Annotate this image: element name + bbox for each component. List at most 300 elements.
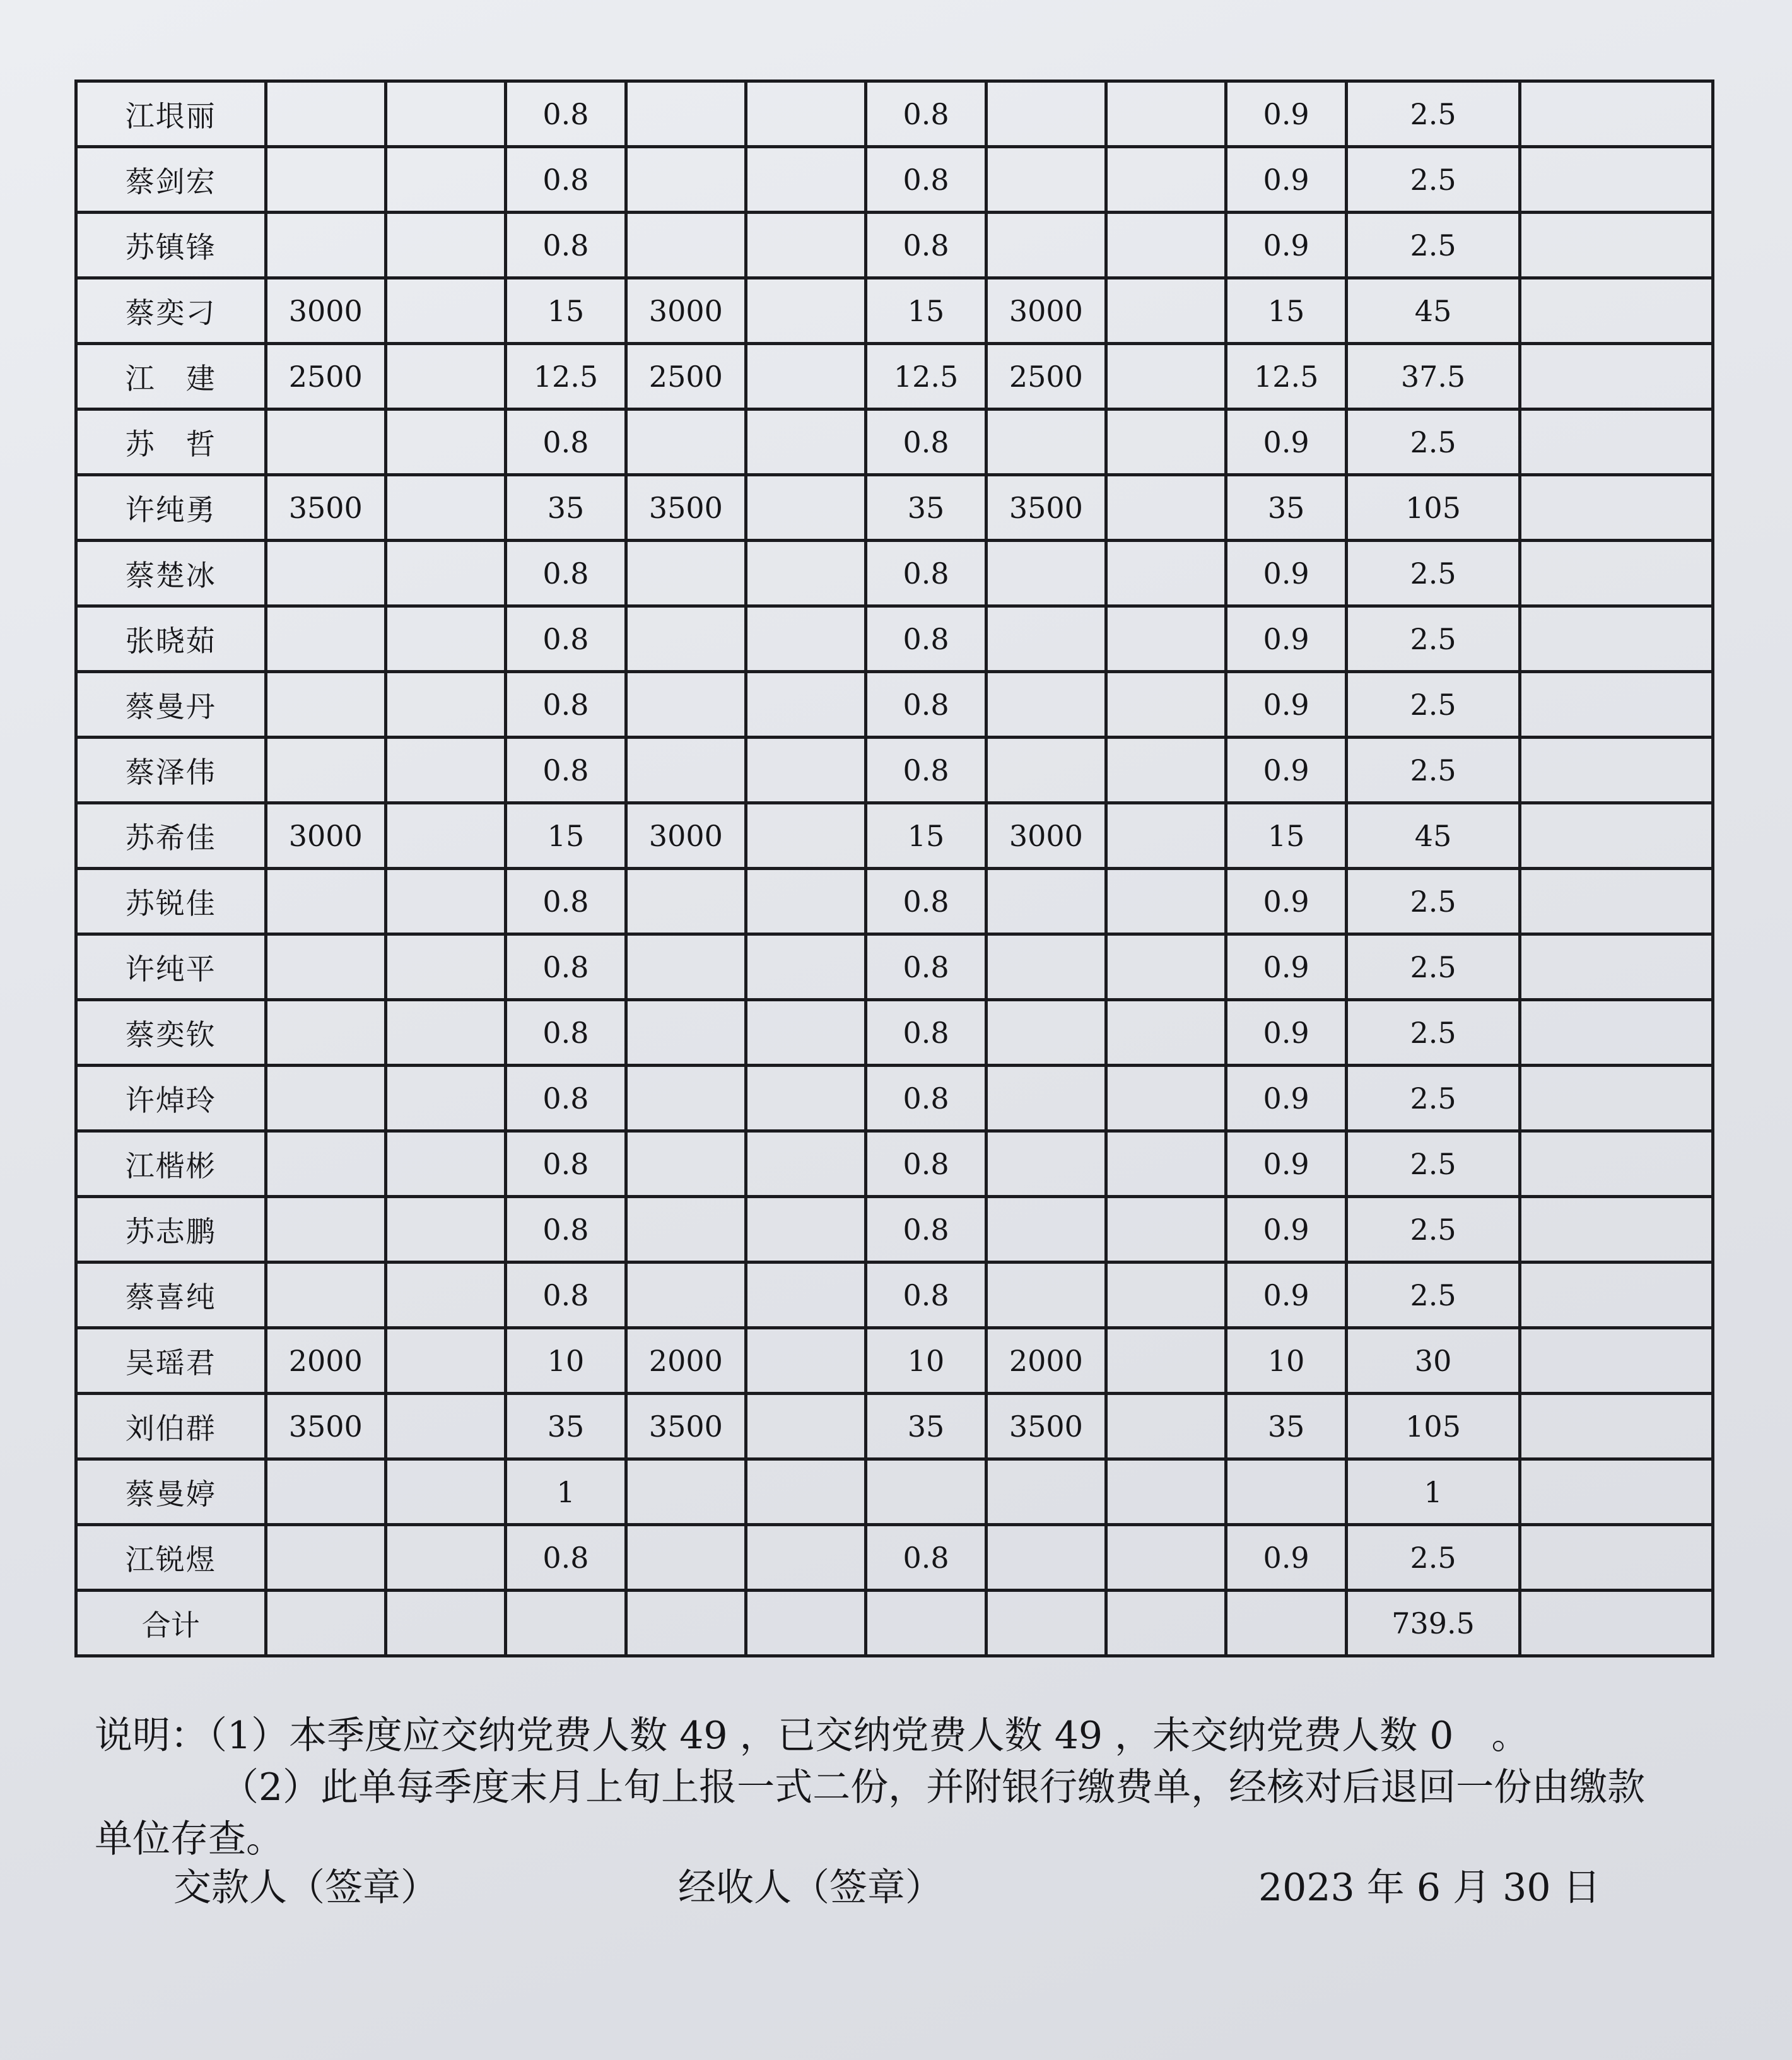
empty-cell (986, 1591, 1106, 1656)
fee-cell: 0.9 (1226, 934, 1346, 1000)
fee-cell (1520, 1525, 1713, 1591)
fee-cell: 0.9 (1226, 147, 1346, 213)
fee-cell (1106, 1066, 1226, 1131)
fee-cell (266, 934, 385, 1000)
fee-cell (746, 869, 866, 934)
fee-cell: 0.8 (506, 213, 626, 278)
fee-cell: 0.9 (1226, 1000, 1346, 1066)
fee-cell: 15 (506, 803, 626, 869)
fee-cell (1520, 344, 1713, 409)
fee-cell (1520, 409, 1713, 475)
fee-cell (266, 738, 385, 803)
fee-cell: 0.9 (1226, 1066, 1346, 1131)
table-row (76, 344, 1713, 409)
fee-cell (986, 541, 1106, 606)
table-row (76, 278, 1713, 344)
fee-cell (266, 81, 385, 147)
fee-cell (385, 344, 505, 409)
table-row (76, 1131, 1713, 1197)
fee-cell: 0.9 (1226, 738, 1346, 803)
fee-cell (626, 1197, 746, 1262)
fee-cell (1106, 81, 1226, 147)
fee-cell (986, 672, 1106, 738)
table-row (76, 606, 1713, 672)
fee-cell (986, 213, 1106, 278)
empty-cell (746, 1591, 866, 1656)
fee-cell: 0.8 (866, 1000, 986, 1066)
fee-cell (746, 541, 866, 606)
fee-cell (866, 1459, 986, 1525)
fee-cell (1106, 1394, 1226, 1459)
fee-cell: 0.9 (1226, 672, 1346, 738)
fee-cell: 15 (1226, 278, 1346, 344)
note-line-1: 说明：（1）本季度应交纳党费人数 49 ，已交纳党费人数 49 ，未交纳党费人数 0 。 (95, 1714, 1530, 1758)
row-total-cell: 2.5 (1346, 541, 1520, 606)
fee-cell: 0.8 (506, 1262, 626, 1328)
fee-cell (1520, 803, 1713, 869)
fee-cell (1520, 1197, 1713, 1262)
fee-cell: 0.9 (1226, 213, 1346, 278)
member-name-cell: 江垠丽 (76, 81, 266, 147)
fee-cell: 15 (1226, 803, 1346, 869)
fee-cell (626, 213, 746, 278)
fee-cell (1106, 1131, 1226, 1197)
fee-cell (986, 738, 1106, 803)
fee-cell (266, 409, 385, 475)
fee-cell (746, 1459, 866, 1525)
table-row (76, 934, 1713, 1000)
row-total-cell: 2.5 (1346, 81, 1520, 147)
fee-cell (266, 147, 385, 213)
fee-cell: 0.8 (506, 1525, 626, 1591)
fee-cell: 2000 (266, 1328, 385, 1394)
fee-cell (266, 213, 385, 278)
table-row (76, 1525, 1713, 1591)
fee-cell: 15 (866, 278, 986, 344)
fee-cell: 1 (506, 1459, 626, 1525)
fee-cell (1106, 1525, 1226, 1591)
fee-cell (1520, 278, 1713, 344)
fee-cell: 0.8 (506, 81, 626, 147)
fee-cell (986, 1262, 1106, 1328)
fee-cell: 3500 (626, 1394, 746, 1459)
row-total-cell: 105 (1346, 1394, 1520, 1459)
fee-cell (746, 738, 866, 803)
fee-cell: 35 (1226, 1394, 1346, 1459)
row-total-cell: 2.5 (1346, 1000, 1520, 1066)
fee-cell (986, 869, 1106, 934)
table-row (76, 738, 1713, 803)
sum-row (76, 1591, 1713, 1656)
fee-cell (746, 81, 866, 147)
fee-cell: 12.5 (1226, 344, 1346, 409)
fee-cell (266, 1262, 385, 1328)
fee-cell (626, 934, 746, 1000)
fee-cell (266, 1459, 385, 1525)
table-row (76, 147, 1713, 213)
fee-cell (385, 409, 505, 475)
fee-cell: 35 (506, 1394, 626, 1459)
fee-cell: 0.9 (1226, 409, 1346, 475)
row-total-cell: 2.5 (1346, 213, 1520, 278)
fee-cell (1106, 213, 1226, 278)
fee-cell: 0.8 (866, 672, 986, 738)
member-name-cell: 蔡曼婷 (76, 1459, 266, 1525)
fee-cell: 3000 (626, 803, 746, 869)
fee-cell: 2500 (986, 344, 1106, 409)
fee-cell (986, 409, 1106, 475)
row-total-cell: 30 (1346, 1328, 1520, 1394)
fee-cell (1106, 1328, 1226, 1394)
fee-cell (385, 147, 505, 213)
fee-cell (746, 1197, 866, 1262)
fee-cell: 2000 (626, 1328, 746, 1394)
table-row (76, 213, 1713, 278)
member-name-cell: 许焯玲 (76, 1066, 266, 1131)
fee-cell (1106, 738, 1226, 803)
fee-cell (626, 869, 746, 934)
member-name-cell: 吴瑶君 (76, 1328, 266, 1394)
row-total-cell: 2.5 (1346, 672, 1520, 738)
fee-cell: 0.9 (1226, 1262, 1346, 1328)
fee-cell (266, 672, 385, 738)
receiver-signature: 经收人（签章） (678, 1866, 943, 1910)
fee-cell: 2000 (986, 1328, 1106, 1394)
fee-cell (746, 934, 866, 1000)
member-name-cell: 张晓茹 (76, 606, 266, 672)
table-body (76, 81, 1713, 1656)
fee-cell (626, 606, 746, 672)
fee-cell (385, 1066, 505, 1131)
fee-cell (1520, 475, 1713, 541)
fee-cell (1520, 147, 1713, 213)
table-row (76, 1066, 1713, 1131)
fee-cell (1106, 1459, 1226, 1525)
fee-cell: 0.8 (866, 1525, 986, 1591)
fee-cell (626, 1525, 746, 1591)
member-name-cell: 苏志鹏 (76, 1197, 266, 1262)
fee-cell: 0.8 (506, 606, 626, 672)
member-name-cell: 蔡剑宏 (76, 147, 266, 213)
fee-cell (626, 1131, 746, 1197)
fee-cell: 15 (866, 803, 986, 869)
fee-cell: 0.9 (1226, 1131, 1346, 1197)
fee-cell (385, 1197, 505, 1262)
fee-cell (385, 738, 505, 803)
fee-cell: 0.8 (506, 1000, 626, 1066)
member-name-cell: 蔡泽伟 (76, 738, 266, 803)
member-name-cell: 蔡喜纯 (76, 1262, 266, 1328)
table-row (76, 1197, 1713, 1262)
fee-cell (986, 1066, 1106, 1131)
fee-cell: 2500 (266, 344, 385, 409)
fee-cell: 0.9 (1226, 541, 1346, 606)
fee-cell (1520, 1131, 1713, 1197)
fee-cell (1520, 1394, 1713, 1459)
fee-cell (626, 1262, 746, 1328)
table-row (76, 672, 1713, 738)
notes (95, 1710, 1709, 1865)
fee-cell (385, 1000, 505, 1066)
fee-cell: 0.8 (866, 1197, 986, 1262)
fee-cell: 3500 (266, 1394, 385, 1459)
fee-cell (986, 606, 1106, 672)
table-row (76, 81, 1713, 147)
fee-cell: 0.9 (1226, 606, 1346, 672)
fee-cell (1520, 672, 1713, 738)
empty-cell (506, 1591, 626, 1656)
member-name-cell: 江楷彬 (76, 1131, 266, 1197)
fee-cell (385, 672, 505, 738)
member-name-cell: 苏希佳 (76, 803, 266, 869)
table-row (76, 1394, 1713, 1459)
table-row (76, 803, 1713, 869)
fee-cell: 0.8 (506, 1131, 626, 1197)
fee-cell (385, 1262, 505, 1328)
row-total-cell: 105 (1346, 475, 1520, 541)
empty-cell (266, 1591, 385, 1656)
fee-cell (746, 1525, 866, 1591)
party-fee-table (74, 79, 1714, 1657)
fee-cell (266, 869, 385, 934)
fee-cell (266, 1131, 385, 1197)
member-name-cell: 苏锐佳 (76, 869, 266, 934)
fee-cell (746, 1262, 866, 1328)
fee-cell (986, 934, 1106, 1000)
empty-cell (626, 1591, 746, 1656)
table-row (76, 1459, 1713, 1525)
row-total-cell: 2.5 (1346, 869, 1520, 934)
table-row (76, 1262, 1713, 1328)
fee-cell (626, 738, 746, 803)
fee-cell (746, 606, 866, 672)
fee-cell (1520, 1000, 1713, 1066)
fee-cell (626, 81, 746, 147)
fee-cell: 0.8 (866, 934, 986, 1000)
fee-cell (746, 672, 866, 738)
fee-cell (385, 475, 505, 541)
fee-cell: 0.8 (506, 541, 626, 606)
fee-cell (266, 1197, 385, 1262)
member-name-cell: 苏 哲 (76, 409, 266, 475)
fee-cell: 0.8 (506, 1197, 626, 1262)
fee-cell (626, 1459, 746, 1525)
member-name-cell: 许纯平 (76, 934, 266, 1000)
row-total-cell: 37.5 (1346, 344, 1520, 409)
fee-cell: 3000 (266, 278, 385, 344)
fee-cell (626, 409, 746, 475)
fee-cell (1520, 213, 1713, 278)
fee-cell (266, 541, 385, 606)
fee-cell: 0.9 (1226, 1197, 1346, 1262)
fee-cell (746, 409, 866, 475)
fee-cell (1106, 278, 1226, 344)
row-total-cell: 2.5 (1346, 1131, 1520, 1197)
fee-cell (1226, 1459, 1346, 1525)
fee-cell (986, 1525, 1106, 1591)
fee-cell (626, 1066, 746, 1131)
fee-cell (1106, 1262, 1226, 1328)
fee-cell (1106, 1197, 1226, 1262)
note-line-2: （2）此单每季度末月上旬上报一式二份，并附银行缴费单，经核对后退回一份由缴款 (221, 1765, 1646, 1810)
fee-cell: 0.8 (866, 606, 986, 672)
fee-cell (1106, 803, 1226, 869)
fee-cell: 0.8 (866, 1262, 986, 1328)
fee-cell: 0.8 (866, 1066, 986, 1131)
member-name-cell: 刘伯群 (76, 1394, 266, 1459)
fee-cell (385, 1525, 505, 1591)
fee-cell: 35 (866, 1394, 986, 1459)
fee-cell (986, 1131, 1106, 1197)
fee-cell: 3000 (986, 278, 1106, 344)
fee-cell (746, 1328, 866, 1394)
row-total-cell: 1 (1346, 1459, 1520, 1525)
member-name-cell: 蔡曼丹 (76, 672, 266, 738)
fee-cell (986, 1000, 1106, 1066)
fee-cell (1106, 672, 1226, 738)
fee-cell: 3000 (266, 803, 385, 869)
member-name-cell: 蔡楚冰 (76, 541, 266, 606)
fee-cell (746, 803, 866, 869)
fee-cell: 0.8 (866, 213, 986, 278)
fee-cell (385, 606, 505, 672)
fee-cell (1520, 541, 1713, 606)
fee-cell (1520, 869, 1713, 934)
table-row (76, 1328, 1713, 1394)
fee-cell (746, 1394, 866, 1459)
fee-cell: 0.8 (506, 147, 626, 213)
sum-label: 合计 (76, 1591, 266, 1656)
fee-cell (1106, 475, 1226, 541)
fee-cell: 35 (866, 475, 986, 541)
fee-cell (1106, 869, 1226, 934)
empty-cell (866, 1591, 986, 1656)
fee-cell: 0.8 (866, 541, 986, 606)
fee-cell (986, 1197, 1106, 1262)
fee-cell (626, 541, 746, 606)
row-total-cell: 2.5 (1346, 1066, 1520, 1131)
fee-cell (385, 1328, 505, 1394)
row-total-cell: 2.5 (1346, 409, 1520, 475)
fee-cell: 3000 (986, 803, 1106, 869)
fee-cell (1106, 541, 1226, 606)
fee-cell (746, 147, 866, 213)
fee-cell (266, 606, 385, 672)
fee-cell (1106, 409, 1226, 475)
fee-cell: 0.8 (506, 672, 626, 738)
empty-cell (385, 1591, 505, 1656)
fee-cell: 3500 (986, 475, 1106, 541)
fee-cell (1520, 606, 1713, 672)
table-row (76, 409, 1713, 475)
row-total-cell: 45 (1346, 278, 1520, 344)
fee-cell (385, 213, 505, 278)
fee-cell: 0.9 (1226, 1525, 1346, 1591)
fee-cell: 0.8 (506, 1066, 626, 1131)
fee-cell (266, 1525, 385, 1591)
row-total-cell: 2.5 (1346, 1262, 1520, 1328)
row-total-cell: 2.5 (1346, 606, 1520, 672)
fee-cell (746, 344, 866, 409)
fee-cell (1520, 738, 1713, 803)
fee-cell (385, 1131, 505, 1197)
fee-cell (986, 81, 1106, 147)
fee-cell (746, 213, 866, 278)
fee-cell: 0.8 (866, 738, 986, 803)
empty-cell (1106, 1591, 1226, 1656)
fee-cell: 0.9 (1226, 81, 1346, 147)
fee-cell (626, 672, 746, 738)
fee-cell (385, 1394, 505, 1459)
fee-cell: 12.5 (866, 344, 986, 409)
fee-cell: 3500 (986, 1394, 1106, 1459)
fee-cell (1106, 147, 1226, 213)
fee-cell: 0.8 (506, 934, 626, 1000)
fee-cell: 0.8 (506, 409, 626, 475)
payer-signature: 交款人（签章） (173, 1866, 438, 1910)
fee-cell (385, 1459, 505, 1525)
fee-cell (266, 1000, 385, 1066)
fee-cell (385, 81, 505, 147)
fee-cell: 2500 (626, 344, 746, 409)
table-row (76, 475, 1713, 541)
fee-cell (266, 1066, 385, 1131)
fee-cell: 0.9 (1226, 869, 1346, 934)
fee-cell: 3500 (266, 475, 385, 541)
fee-cell (1106, 344, 1226, 409)
table-row (76, 1000, 1713, 1066)
fee-cell (385, 934, 505, 1000)
fee-cell (746, 1131, 866, 1197)
member-name-cell: 蔡奕钦 (76, 1000, 266, 1066)
row-total-cell: 2.5 (1346, 738, 1520, 803)
fee-cell: 10 (866, 1328, 986, 1394)
fee-cell: 12.5 (506, 344, 626, 409)
fee-cell (385, 541, 505, 606)
fee-cell (1520, 934, 1713, 1000)
fee-cell (385, 869, 505, 934)
note-line-3: 单位存查。 (95, 1817, 284, 1861)
empty-cell (1520, 1591, 1713, 1656)
fee-cell: 0.8 (506, 869, 626, 934)
fee-cell (1106, 606, 1226, 672)
fee-cell (1520, 1262, 1713, 1328)
fee-cell (1520, 1328, 1713, 1394)
fee-cell (746, 1066, 866, 1131)
fee-cell (1106, 934, 1226, 1000)
fee-cell: 0.8 (866, 147, 986, 213)
fee-cell (746, 475, 866, 541)
fee-cell (385, 278, 505, 344)
member-name-cell: 蔡奕刁 (76, 278, 266, 344)
fee-cell (1520, 81, 1713, 147)
fee-cell: 3000 (626, 278, 746, 344)
member-name-cell: 苏镇锋 (76, 213, 266, 278)
empty-cell (1226, 1591, 1346, 1656)
table-row (76, 869, 1713, 934)
fee-cell: 0.8 (506, 738, 626, 803)
row-total-cell: 45 (1346, 803, 1520, 869)
member-name-cell: 江锐煜 (76, 1525, 266, 1591)
fee-cell: 0.8 (866, 1131, 986, 1197)
fee-cell (986, 1459, 1106, 1525)
sum-value: 739.5 (1346, 1591, 1520, 1656)
fee-cell (746, 278, 866, 344)
member-name-cell: 江 建 (76, 344, 266, 409)
member-name-cell: 许纯勇 (76, 475, 266, 541)
fee-cell (1520, 1459, 1713, 1525)
fee-cell (626, 1000, 746, 1066)
